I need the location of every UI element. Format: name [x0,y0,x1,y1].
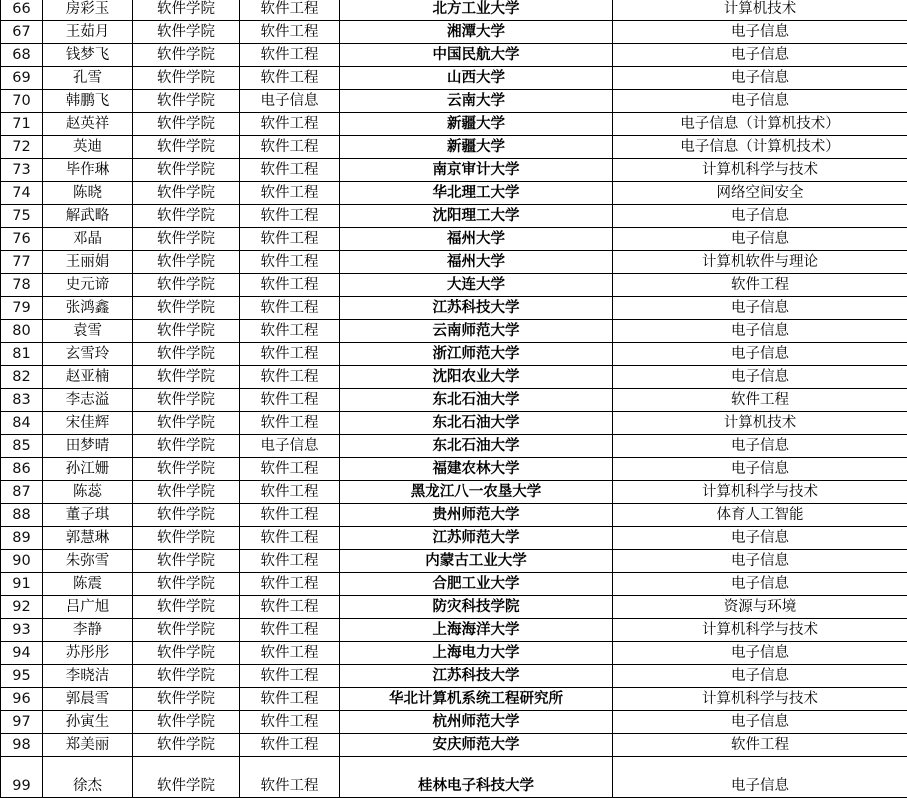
admitted-school-cell: 合肥工业大学 [340,573,613,596]
student-name-cell: 玄雪玲 [43,343,133,366]
student-name-cell: 邓晶 [43,228,133,251]
table-row [1,251,907,274]
row-number-cell: 84 [1,412,43,435]
admitted-school-cell: 大连大学 [340,274,613,297]
undergrad-major-cell: 软件工程 [240,159,340,182]
admitted-school-cell: 中国民航大学 [340,44,613,67]
undergrad-major-cell: 软件工程 [240,320,340,343]
row-number-cell: 85 [1,435,43,458]
admitted-school-cell: 贵州师范大学 [340,504,613,527]
admitted-major-cell: 网络空间安全 [613,182,907,205]
undergrad-major-cell: 软件工程 [240,343,340,366]
admitted-major-cell: 电子信息 [613,757,907,798]
student-name-cell: 袁雪 [43,320,133,343]
student-name-cell: 朱弥雪 [43,550,133,573]
admitted-major-cell: 电子信息 [613,642,907,665]
student-name-cell: 张鸿鑫 [43,297,133,320]
admitted-school-cell: 福州大学 [340,251,613,274]
table-row [1,205,907,228]
college-cell: 软件学院 [133,527,240,550]
row-number-cell: 91 [1,573,43,596]
admitted-school-cell: 山西大学 [340,67,613,90]
undergrad-major-cell: 电子信息 [240,435,340,458]
table-row [1,642,907,665]
undergrad-major-cell: 软件工程 [240,481,340,504]
college-cell: 软件学院 [133,274,240,297]
admitted-school-cell: 云南师范大学 [340,320,613,343]
admitted-school-cell: 防灾科技学院 [340,596,613,619]
student-name-cell: 郭晨雪 [43,688,133,711]
admitted-school-cell: 江苏科技大学 [340,297,613,320]
admitted-major-cell: 电子信息 [613,573,907,596]
college-cell: 软件学院 [133,251,240,274]
college-cell: 软件学院 [133,90,240,113]
admitted-major-cell: 电子信息 [613,228,907,251]
row-number-cell: 99 [1,757,43,798]
admitted-major-cell: 计算机技术 [613,412,907,435]
undergrad-major-cell: 软件工程 [240,44,340,67]
table-row [1,412,907,435]
admitted-school-cell: 北方工业大学 [340,0,613,21]
admitted-major-cell: 电子信息 [613,297,907,320]
college-cell: 软件学院 [133,44,240,67]
row-number-cell: 69 [1,67,43,90]
roster-body [1,0,907,798]
undergrad-major-cell: 软件工程 [240,389,340,412]
student-name-cell: 史元谛 [43,274,133,297]
undergrad-major-cell: 软件工程 [240,711,340,734]
college-cell: 软件学院 [133,113,240,136]
college-cell: 软件学院 [133,711,240,734]
admitted-major-cell: 电子信息 [613,320,907,343]
undergrad-major-cell: 软件工程 [240,297,340,320]
undergrad-major-cell: 软件工程 [240,67,340,90]
admitted-school-cell: 华北计算机系统工程研究所 [340,688,613,711]
row-number-cell: 86 [1,458,43,481]
table-row [1,343,907,366]
admitted-major-cell: 电子信息 [613,665,907,688]
college-cell: 软件学院 [133,228,240,251]
row-number-cell: 89 [1,527,43,550]
table-row [1,90,907,113]
college-cell: 软件学院 [133,734,240,757]
undergrad-major-cell: 软件工程 [240,665,340,688]
table-row [1,320,907,343]
admitted-school-cell: 上海海洋大学 [340,619,613,642]
admitted-major-cell: 电子信息 [613,205,907,228]
college-cell: 软件学院 [133,366,240,389]
student-name-cell: 苏彤彤 [43,642,133,665]
admitted-major-cell: 电子信息（计算机技术） [613,136,907,159]
undergrad-major-cell: 软件工程 [240,274,340,297]
undergrad-major-cell: 软件工程 [240,182,340,205]
undergrad-major-cell: 软件工程 [240,550,340,573]
undergrad-major-cell: 软件工程 [240,573,340,596]
row-number-cell: 78 [1,274,43,297]
admitted-major-cell: 软件工程 [613,274,907,297]
row-number-cell: 66 [1,0,43,21]
table-row [1,136,907,159]
undergrad-major-cell: 软件工程 [240,228,340,251]
undergrad-major-cell: 软件工程 [240,757,340,798]
student-name-cell: 陈晓 [43,182,133,205]
table-row [1,44,907,67]
student-name-cell: 陈震 [43,573,133,596]
undergrad-major-cell: 软件工程 [240,504,340,527]
row-number-cell: 77 [1,251,43,274]
admitted-school-cell: 桂林电子科技大学 [340,757,613,798]
college-cell: 软件学院 [133,504,240,527]
admitted-major-cell: 电子信息 [613,21,907,44]
undergrad-major-cell: 软件工程 [240,21,340,44]
admitted-school-cell: 安庆师范大学 [340,734,613,757]
table-row [1,481,907,504]
student-name-cell: 董子琪 [43,504,133,527]
admitted-major-cell: 体育人工智能 [613,504,907,527]
student-name-cell: 宋佳辉 [43,412,133,435]
admitted-school-cell: 华北理工大学 [340,182,613,205]
row-number-cell: 81 [1,343,43,366]
college-cell: 软件学院 [133,435,240,458]
row-number-cell: 98 [1,734,43,757]
admitted-school-cell: 黑龙江八一农垦大学 [340,481,613,504]
student-name-cell: 孙寅生 [43,711,133,734]
college-cell: 软件学院 [133,412,240,435]
admitted-school-cell: 新疆大学 [340,136,613,159]
admitted-school-cell: 内蒙古工业大学 [340,550,613,573]
row-number-cell: 74 [1,182,43,205]
undergrad-major-cell: 软件工程 [240,619,340,642]
student-name-cell: 钱梦飞 [43,44,133,67]
college-cell: 软件学院 [133,67,240,90]
table-row [1,21,907,44]
college-cell: 软件学院 [133,0,240,21]
admitted-school-cell: 江苏师范大学 [340,527,613,550]
table-row [1,182,907,205]
student-name-cell: 吕广旭 [43,596,133,619]
admitted-major-cell: 电子信息（计算机技术） [613,113,907,136]
undergrad-major-cell: 软件工程 [240,205,340,228]
student-name-cell: 孙江姗 [43,458,133,481]
admitted-school-cell: 南京审计大学 [340,159,613,182]
row-number-cell: 70 [1,90,43,113]
college-cell: 软件学院 [133,182,240,205]
table-row [1,274,907,297]
admitted-school-cell: 福建农林大学 [340,458,613,481]
college-cell: 软件学院 [133,136,240,159]
row-number-cell: 72 [1,136,43,159]
undergrad-major-cell: 软件工程 [240,0,340,21]
student-name-cell: 陈蕊 [43,481,133,504]
row-number-cell: 75 [1,205,43,228]
college-cell: 软件学院 [133,320,240,343]
undergrad-major-cell: 软件工程 [240,527,340,550]
admitted-major-cell: 电子信息 [613,550,907,573]
admitted-school-cell: 云南大学 [340,90,613,113]
admitted-major-cell: 软件工程 [613,734,907,757]
admitted-school-cell: 东北石油大学 [340,389,613,412]
college-cell: 软件学院 [133,297,240,320]
college-cell: 软件学院 [133,159,240,182]
college-cell: 软件学院 [133,665,240,688]
admitted-school-cell: 湘潭大学 [340,21,613,44]
college-cell: 软件学院 [133,642,240,665]
undergrad-major-cell: 软件工程 [240,642,340,665]
undergrad-major-cell: 软件工程 [240,596,340,619]
college-cell: 软件学院 [133,343,240,366]
row-number-cell: 79 [1,297,43,320]
college-cell: 软件学院 [133,550,240,573]
table-row [1,389,907,412]
college-cell: 软件学院 [133,21,240,44]
student-name-cell: 解武略 [43,205,133,228]
table-row [1,550,907,573]
student-name-cell: 李静 [43,619,133,642]
college-cell: 软件学院 [133,205,240,228]
table-row [1,228,907,251]
admitted-major-cell: 计算机科学与技术 [613,688,907,711]
undergrad-major-cell: 软件工程 [240,366,340,389]
college-cell: 软件学院 [133,757,240,798]
row-number-cell: 76 [1,228,43,251]
admitted-school-cell: 东北石油大学 [340,412,613,435]
admitted-major-cell: 电子信息 [613,458,907,481]
admitted-school-cell: 江苏科技大学 [340,665,613,688]
admitted-major-cell: 电子信息 [613,90,907,113]
table-row [1,527,907,550]
admitted-school-cell: 沈阳农业大学 [340,366,613,389]
row-number-cell: 92 [1,596,43,619]
admitted-major-cell: 计算机科学与技术 [613,159,907,182]
student-name-cell: 王丽娟 [43,251,133,274]
row-number-cell: 90 [1,550,43,573]
admitted-major-cell: 资源与环境 [613,596,907,619]
undergrad-major-cell: 软件工程 [240,734,340,757]
admitted-major-cell: 电子信息 [613,435,907,458]
admitted-major-cell: 电子信息 [613,366,907,389]
table-row [1,297,907,320]
undergrad-major-cell: 软件工程 [240,113,340,136]
admitted-major-cell: 电子信息 [613,44,907,67]
college-cell: 软件学院 [133,481,240,504]
admitted-school-cell: 上海电力大学 [340,642,613,665]
table-row [1,596,907,619]
table-row [1,435,907,458]
college-cell: 软件学院 [133,688,240,711]
table-row [1,573,907,596]
table-row [1,67,907,90]
table-row [1,619,907,642]
table-row [1,504,907,527]
undergrad-major-cell: 软件工程 [240,251,340,274]
student-name-cell: 徐杰 [43,757,133,798]
admitted-school-cell: 福州大学 [340,228,613,251]
admitted-school-cell: 沈阳理工大学 [340,205,613,228]
table-row [1,0,907,21]
row-number-cell: 80 [1,320,43,343]
row-number-cell: 87 [1,481,43,504]
row-number-cell: 94 [1,642,43,665]
row-number-cell: 73 [1,159,43,182]
admitted-major-cell: 软件工程 [613,389,907,412]
table-row [1,159,907,182]
row-number-cell: 88 [1,504,43,527]
college-cell: 软件学院 [133,619,240,642]
table-row [1,688,907,711]
student-name-cell: 孔雪 [43,67,133,90]
admitted-major-cell: 电子信息 [613,343,907,366]
admitted-school-cell: 新疆大学 [340,113,613,136]
table-row [1,734,907,757]
admitted-major-cell: 计算机科学与技术 [613,481,907,504]
row-number-cell: 82 [1,366,43,389]
admitted-school-cell: 浙江师范大学 [340,343,613,366]
admitted-major-cell: 电子信息 [613,67,907,90]
college-cell: 软件学院 [133,389,240,412]
college-cell: 软件学院 [133,573,240,596]
row-number-cell: 93 [1,619,43,642]
admitted-major-cell: 计算机软件与理论 [613,251,907,274]
student-name-cell: 房彩玉 [43,0,133,21]
admitted-major-cell: 计算机科学与技术 [613,619,907,642]
row-number-cell: 96 [1,688,43,711]
student-name-cell: 李志溢 [43,389,133,412]
student-name-cell: 赵亚楠 [43,366,133,389]
student-name-cell: 郑美丽 [43,734,133,757]
college-cell: 软件学院 [133,458,240,481]
student-name-cell: 韩鹏飞 [43,90,133,113]
table-row [1,113,907,136]
student-name-cell: 田梦晴 [43,435,133,458]
undergrad-major-cell: 软件工程 [240,458,340,481]
row-number-cell: 97 [1,711,43,734]
undergrad-major-cell: 软件工程 [240,412,340,435]
table-row [1,458,907,481]
row-number-cell: 95 [1,665,43,688]
admitted-major-cell: 电子信息 [613,527,907,550]
undergrad-major-cell: 电子信息 [240,90,340,113]
student-name-cell: 毕作琳 [43,159,133,182]
admitted-school-cell: 杭州师范大学 [340,711,613,734]
table-row [1,366,907,389]
college-cell: 软件学院 [133,596,240,619]
admitted-school-cell: 东北石油大学 [340,435,613,458]
student-name-cell: 英迪 [43,136,133,159]
admitted-major-cell: 电子信息 [613,711,907,734]
undergrad-major-cell: 软件工程 [240,136,340,159]
row-number-cell: 67 [1,21,43,44]
row-number-cell: 71 [1,113,43,136]
student-name-cell: 赵英祥 [43,113,133,136]
admitted-major-cell: 计算机技术 [613,0,907,21]
table-row [1,711,907,734]
row-number-cell: 83 [1,389,43,412]
table-row [1,665,907,688]
row-number-cell: 68 [1,44,43,67]
student-name-cell: 李晓洁 [43,665,133,688]
undergrad-major-cell: 软件工程 [240,688,340,711]
student-name-cell: 郭慧琳 [43,527,133,550]
student-name-cell: 王茹月 [43,21,133,44]
table-row [1,757,907,798]
